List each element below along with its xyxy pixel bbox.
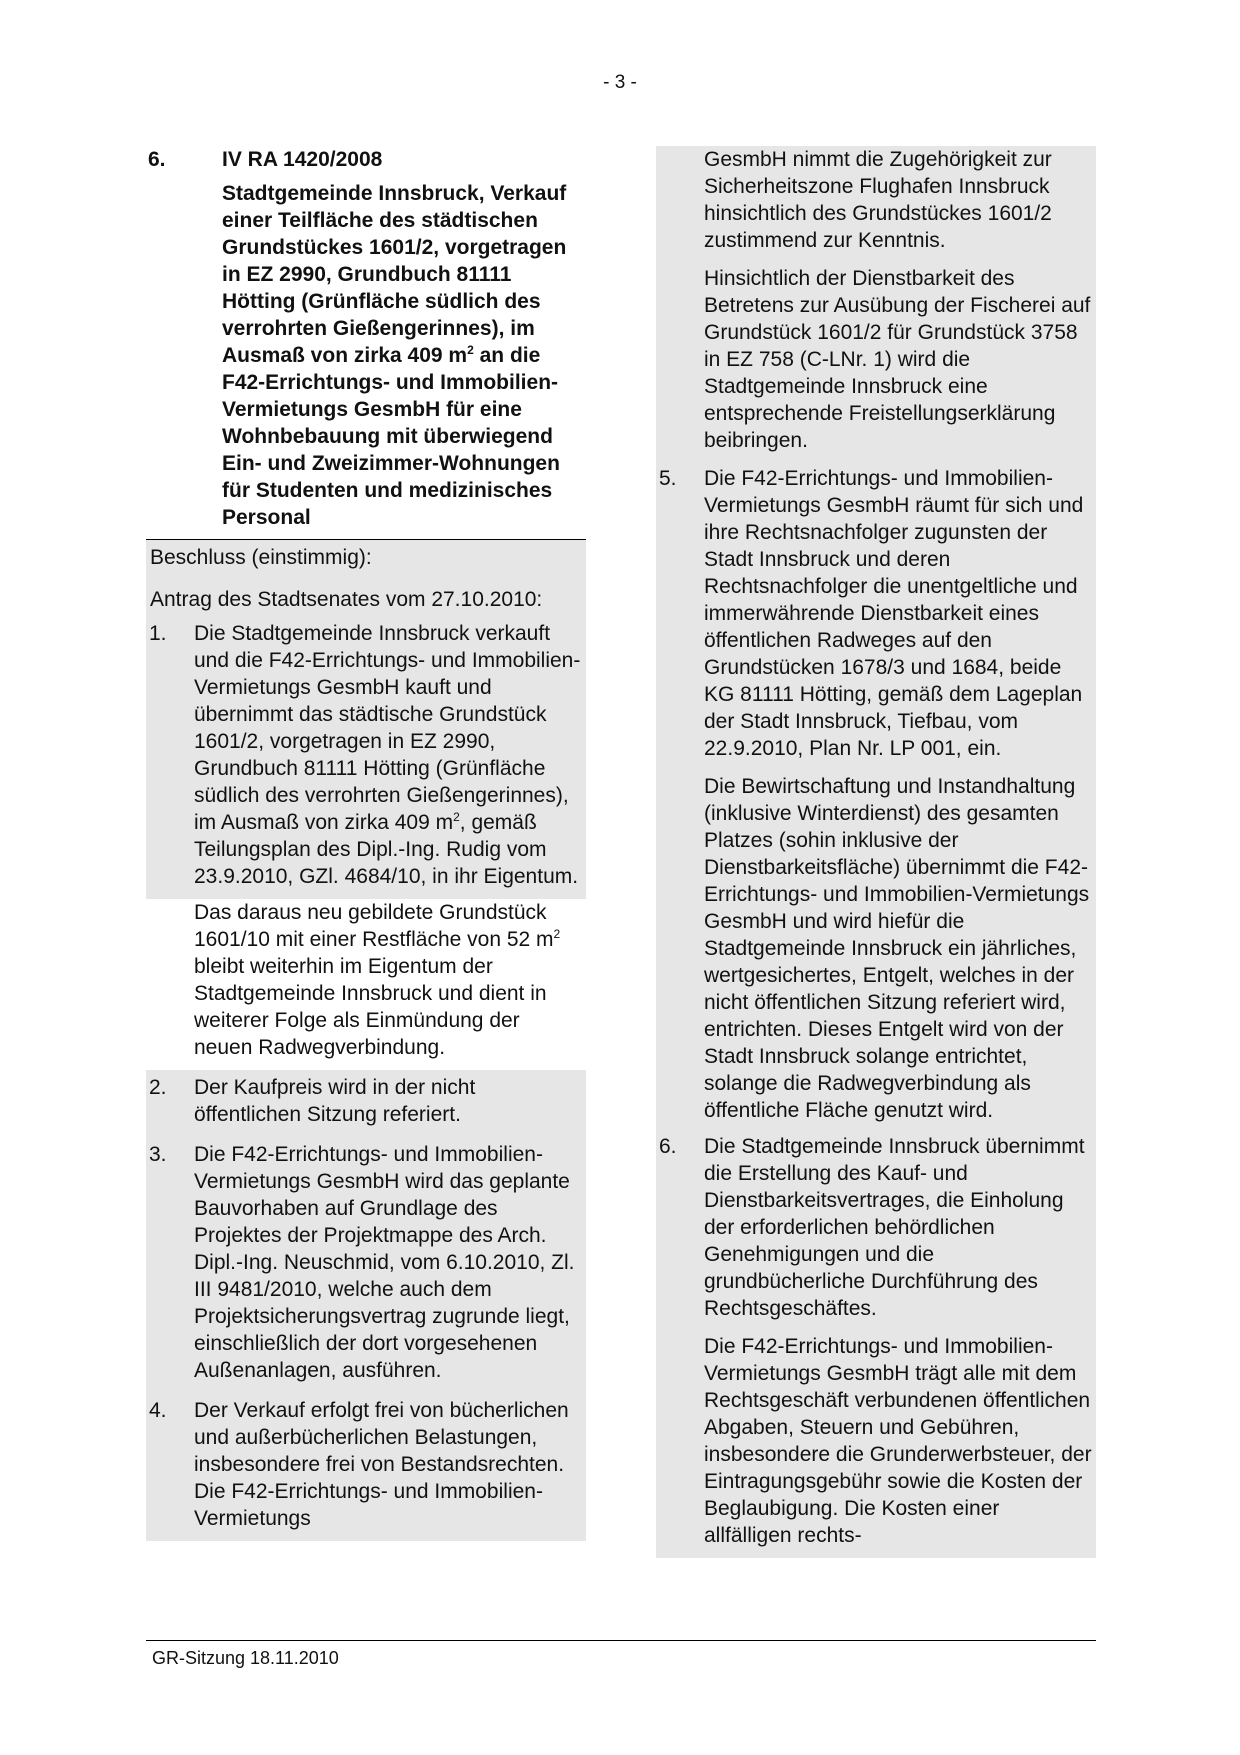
list-number: 3. — [149, 1143, 167, 1166]
right-shade-block — [656, 146, 1096, 1558]
agenda-number: 6. — [148, 148, 166, 171]
list-item-4 — [146, 1393, 586, 1541]
agenda-heading — [146, 146, 586, 539]
list-number: 4. — [149, 1399, 167, 1422]
list-item-2 — [146, 1070, 586, 1137]
list-item-1-continued — [146, 899, 586, 1070]
list-number: 6. — [659, 1135, 677, 1158]
agenda-title: Stadtgemeinde Innsbruck, Verkauf einer Teilfläche des städtischen Grundstückes 1601/2, vorgetragen in EZ 2990, Grundbuch 81111 Hötting (Grünfläche südlich des verrohrten Gießengerinnes), im Ausmaß von zirka 409 $m^2$ an die F42-Errichtungs- und Immobilien-Vermietungs GesmbH für eine Wohnbebauung mit überwiegend Ein- und Zweizimmer-Wohnungen für Studenten und medizinisches Personal — [222, 182, 567, 529]
list-text: Die F42-Errichtungs- und Immobilien-Vermietungs GesmbH wird das geplante Bauvorhaben auf Grundlage des Projektes der Projektmappe des Arch. Dipl.-Ing. Neuschmid, vom 6.10.2010, Zl. III 9481/2010, welche auch dem Projektsicherungsvertrag zugrunde liegt, einschließlich der dort vorgesehenen Außenanlagen, ausführen. — [194, 1143, 575, 1382]
footer-session-date: GR-Sitzung 18.11.2010 — [152, 1648, 339, 1668]
list-text: Das daraus neu gebildete Grundstück 1601/10 mit einer Restfläche von 52 $m^2$ bleibt weiterhin im Eigentum der Stadtgemeinde Innsbruck und dient in weiterer Folge als Einmündung der neuen Radwegverbindung. — [194, 901, 561, 1059]
agenda-reference: IV RA 1420/2008 — [222, 148, 383, 171]
list-item-6 — [656, 1133, 1096, 1558]
list-number: 5. — [659, 467, 677, 490]
list-text: Die Bewirtschaftung und Instandhaltung (inklusive Winterdienst) des gesamten Platzes (sohin inklusive der Dienstbarkeitsfläche) übernimmt die F42-Errichtungs- und Immobilien-Vermietungs GesmbH und wird hiefür die Stadtgemeinde Innsbruck ein jährliches, wertgesichertes, Entgelt, welches in der nicht öffentlichen Sitzung referiert wird, entrichten. Dieses Entgelt wird von der Stadt Innsbruck solange entrichtet, solange die Radwegverbindung als öffentliche Fläche genutzt wird. — [704, 775, 1090, 1122]
list-text: Der Verkauf erfolgt frei von bücherlichen und außerbücherlichen Belastungen, insbesondere frei von Bestandsrechten. Die F42-Errichtungs- und Immobilien-Vermietungs — [194, 1399, 569, 1530]
list-item-4-paragraph: Hinsichtlich der Dienstbarkeit des Betretens zur Ausübung der Fischerei auf Grundstück 1601/2 für Grundstück 3758 in EZ 758 (C-LNr. 1) wird die Stadtgemeinde Innsbruck eine entsprechende Freistellungserklärung beibringen. — [704, 267, 1091, 452]
list-text: Die Stadtgemeinde Innsbruck übernimmt die Erstellung des Kauf- und Dienstbarkeitsvertrages, die Einholung der erforderlichen behördlichen Genehmigungen und die grundbücherliche Durchführung des Rechtsgeschäftes. — [704, 1135, 1085, 1320]
list-text: Die F42-Errichtungs- und Immobilien-Vermietungs GesmbH trägt alle mit dem Rechtsgeschäft verbundenen öffentlichen Abgaben, Steuern und Gebühren, insbesondere die Grunderwerbsteuer, der Eintragungsgebühr sowie die Kosten der Beglaubigung. Die Kosten einer allfälligen rechts- — [704, 1335, 1092, 1547]
list-text: Die F42-Errichtungs- und Immobilien-Vermietungs GesmbH räumt für sich und ihre Rechtsnachfolger zugunsten der Stadt Innsbruck und deren Rechtsnachfolger die unentgeltliche und immerwährende Dienstbarkeit eines öffentlichen Radweges auf den Grundstücken 1678/3 und 1684, beide KG 81111 Hötting, gemäß dem Lageplan der Stadt Innsbruck, Tiefbau, vom 22.9.2010, Plan Nr. LP 001, ein. — [704, 467, 1084, 760]
list-number: 1. — [149, 622, 167, 645]
resolution-block — [146, 540, 586, 899]
list-item-3 — [146, 1137, 586, 1393]
decision-label: Beschluss (einstimmig): — [150, 546, 372, 569]
list-text: Die Stadtgemeinde Innsbruck verkauft und die F42-Errichtungs- und Immobilien-Vermietungs GesmbH kauft und übernimmt das städtische Grundstück 1601/2, vorgetragen in EZ 2990, Grundbuch 81111 Hötting (Grünfläche südlich des verrohrten Gießengerinnes), im Ausmaß von zirka 409 $m^2$, gemäß Teilungsplan des Dipl.-Ing. Rudig vom 23.9.2010, GZl. 4684/10, in ihr Eigentum. — [194, 622, 581, 888]
left-column — [146, 146, 586, 1541]
page-number: - 3 - — [603, 72, 637, 93]
resolution-block-2 — [146, 1070, 586, 1541]
list-item-4-continued: GesmbH nimmt die Zugehörigkeit zur Sicherheitszone Flughafen Innsbruck hinsichtlich des Grundstückes 1601/2 zustimmend zur Kenntnis. — [704, 148, 1052, 252]
footer-divider — [146, 1640, 1096, 1641]
list-number: 2. — [149, 1076, 167, 1099]
motion-label: Antrag des Stadtsenates vom 27.10.2010: — [150, 588, 543, 611]
list-item-1 — [146, 620, 586, 899]
list-item-5 — [656, 465, 1096, 1133]
resolution-block-plain — [146, 899, 586, 1070]
right-column — [656, 146, 1096, 1558]
list-text: Der Kaufpreis wird in der nicht öffentlichen Sitzung referiert. — [194, 1076, 476, 1126]
